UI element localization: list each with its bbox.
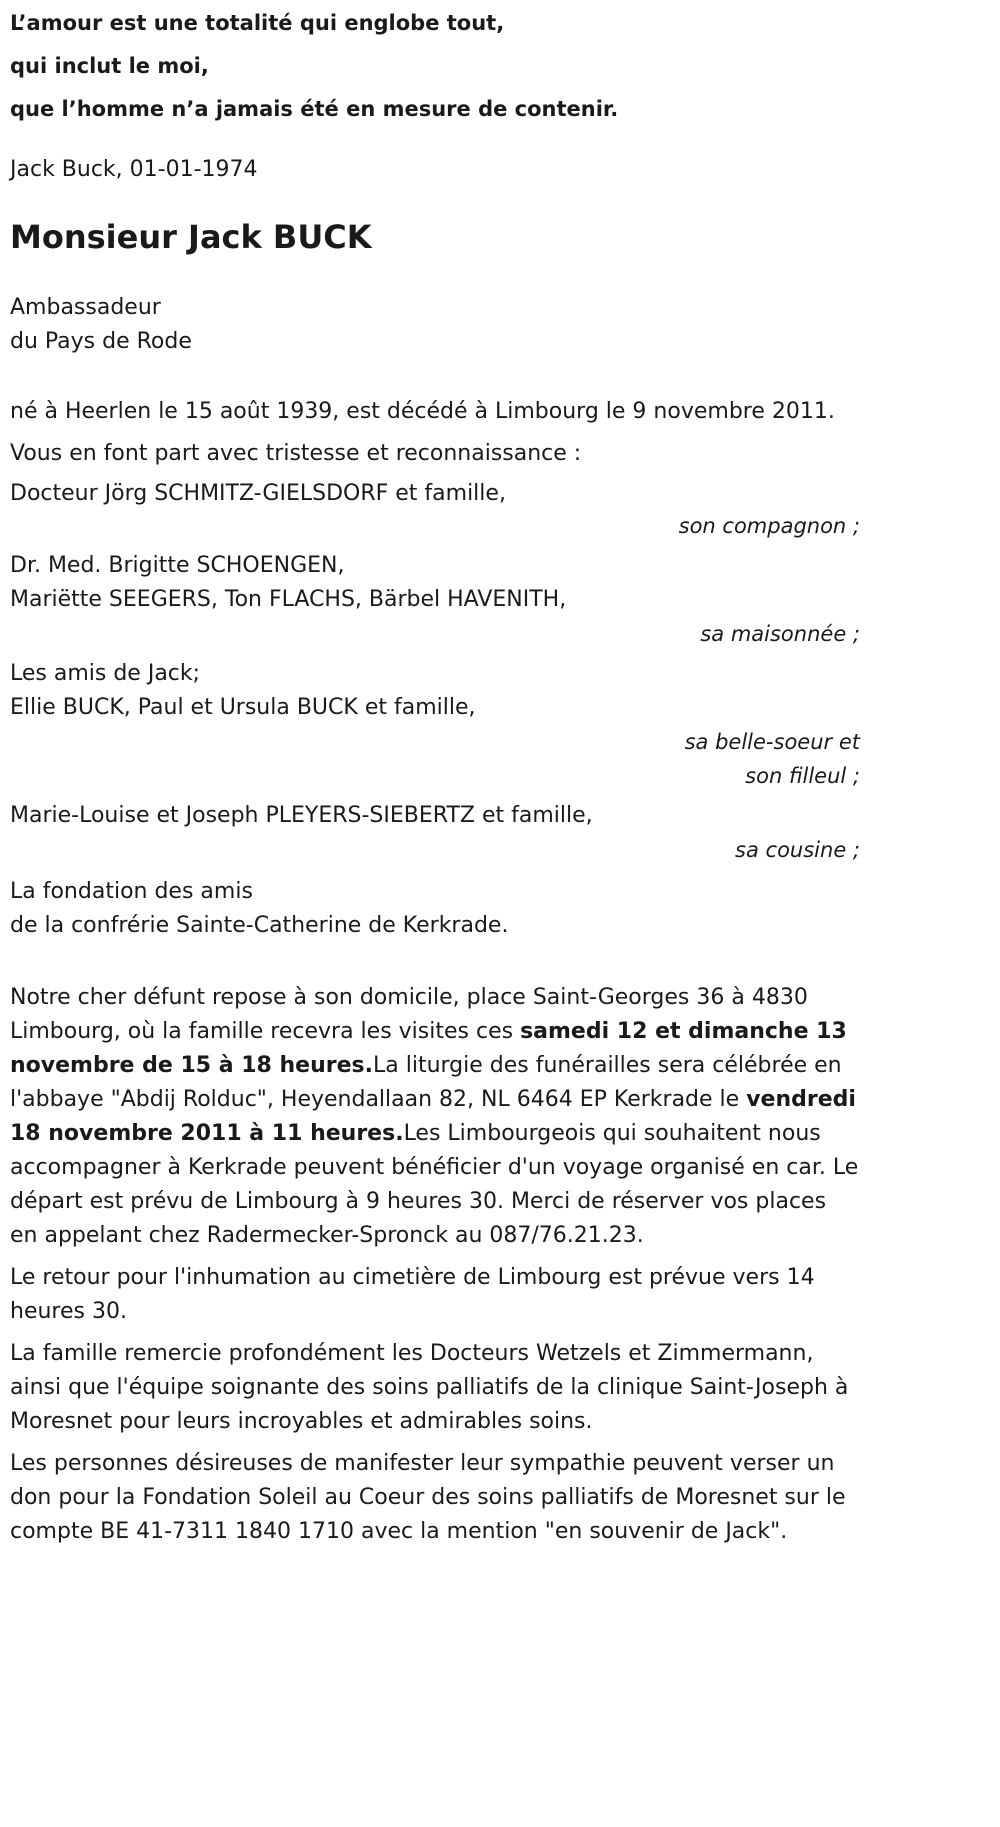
family-line: Dr. Med. Brigitte SCHOENGEN, [10, 553, 345, 578]
family-relation: sa cousine ; [735, 838, 860, 862]
family-relation: sa belle-soeur et [684, 730, 860, 754]
family-line: Les amis de Jack; [10, 661, 201, 686]
quote-line-1: L’amour est une totalité qui englobe tout, [10, 11, 505, 35]
family-line: Docteur Jörg SCHMITZ-GIELSDORF et famille, [10, 481, 506, 506]
foundation-line-2: de la confrérie Sainte-Catherine de Kerkrade. [10, 913, 509, 938]
foundation-entry [10, 875, 860, 943]
family-entry [10, 799, 860, 867]
family-line: Mariëtte SEEGERS, Ton FLACHS, Bärbel HAVENITH, [10, 587, 567, 612]
family-entry [10, 549, 860, 651]
announcement-line: Vous en font part avec tristesse et reconnaissance : [10, 441, 582, 466]
family-line: Marie-Louise et Joseph PLEYERS-SIEBERTZ et famille, [10, 803, 593, 828]
deceased-name: Monsieur Jack BUCK [10, 218, 372, 256]
travel-text: Les Limbourgeois qui souhaitent nous accompagner à Kerkrade peuvent bénéficier d'un voyage organisé en car. Le départ est prévu de Limbourg à 9 heures 30. Merci de réserver vos places en appelant chez Radermecker-Spronck au 087/76.21.23. [10, 1121, 859, 1248]
visit-intro-text: Notre cher défunt repose à son domicile, place Saint-Georges 36 à 4830 Limbourg, où la famille recevra les visites ces [10, 985, 808, 1044]
opening-quote [10, 2, 860, 131]
family-entry [10, 477, 860, 543]
thanks-paragraph: La famille remercie profondément les Docteurs Wetzels et Zimmermann, ainsi que l'équipe soignante des soins palliatifs de la clinique Saint-Joseph à Moresnet pour leurs incroyables et admirables soins. [10, 1341, 849, 1434]
role-line-1: Ambassadeur [10, 295, 161, 320]
deceased-role [10, 291, 860, 359]
birth-death-line: né à Heerlen le 15 août 1939, est décédé à Limbourg le 9 novembre 2011. [10, 399, 835, 424]
quote-signature: Jack Buck, 01-01-1974 [10, 157, 258, 182]
liturgy-intro-text: La liturgie des funérailles sera célébrée en l'abbaye "Abdij Rolduc", Heyendallaan 82, NL 6464 EP Kerkrade le [10, 1053, 842, 1112]
obituary-document [10, 0, 860, 1549]
family-entry [10, 657, 860, 793]
liturgy-date-text: vendredi 18 novembre 2011 à 11 heures. [10, 1087, 856, 1146]
quote-line-3: que l’homme n’a jamais été en mesure de contenir. [10, 97, 619, 121]
family-relation: son compagnon ; [678, 514, 860, 538]
donation-paragraph: Les personnes désireuses de manifester leur sympathie peuvent verser un don pour la Fondation Soleil au Coeur des soins palliatifs de Moresnet sur le compte BE 41-7311 1840 1710 avec la mention "en souvenir de Jack". [10, 1451, 846, 1544]
funeral-details-paragraph [10, 981, 860, 1253]
family-line: Ellie BUCK, Paul et Ursula BUCK et famille, [10, 695, 476, 720]
family-relation: sa maisonnée ; [700, 622, 860, 646]
visit-dates-text: samedi 12 et dimanche 13 novembre de 15 à 18 heures. [10, 1019, 847, 1078]
foundation-line-1: La fondation des amis [10, 879, 253, 904]
return-paragraph: Le retour pour l'inhumation au cimetière de Limbourg est prévue vers 14 heures 30. [10, 1265, 815, 1324]
quote-line-2: qui inclut le moi, [10, 54, 209, 78]
family-relation: son filleul ; [745, 764, 860, 788]
role-line-2: du Pays de Rode [10, 329, 192, 354]
